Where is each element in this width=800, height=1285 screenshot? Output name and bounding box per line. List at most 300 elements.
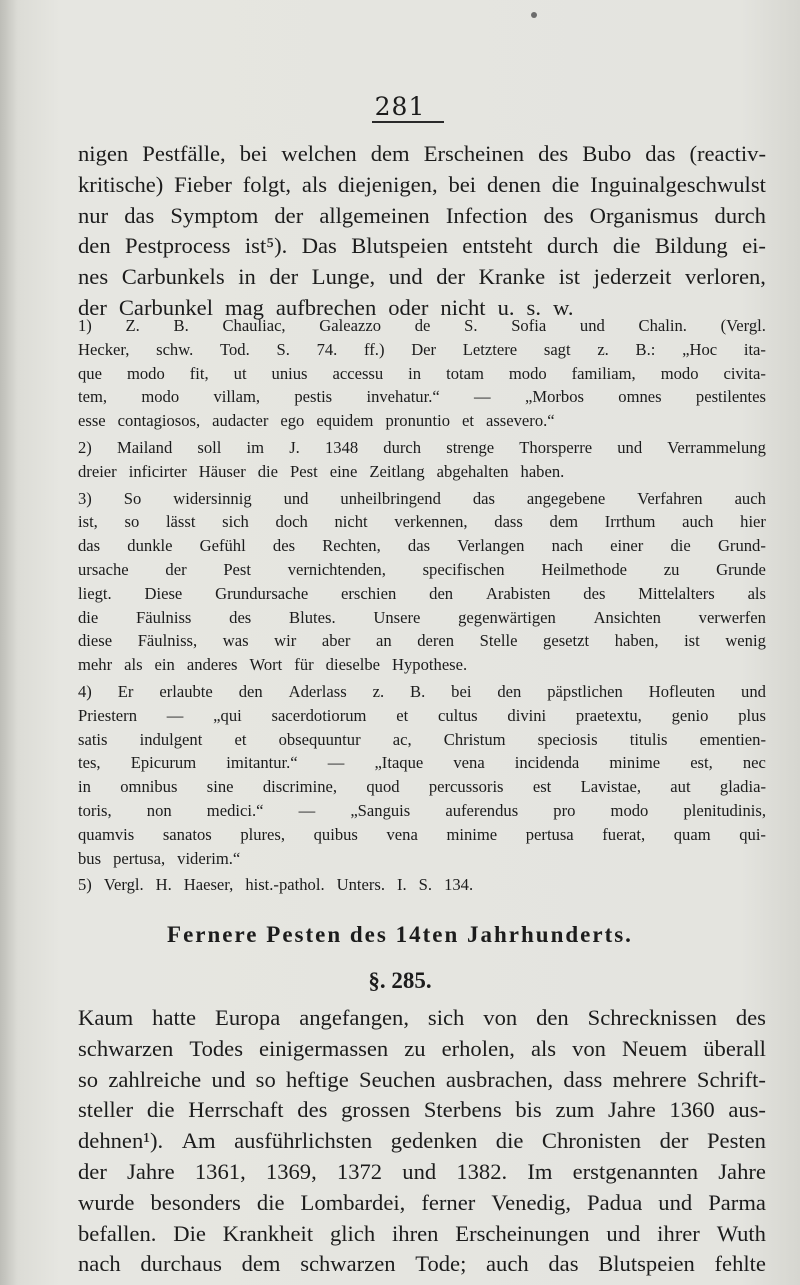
word: deren (417, 631, 455, 651)
word: pestis (294, 387, 333, 407)
word: überall (703, 1035, 766, 1061)
word: Christum (443, 729, 506, 749)
word: Sterbens (423, 1097, 502, 1123)
text-line (78, 460, 766, 484)
word: Fieber (174, 171, 232, 197)
word: Herrschaft (188, 1097, 284, 1123)
word: als (124, 655, 143, 675)
word: besonders (150, 1189, 241, 1215)
word: sagt (543, 339, 571, 359)
word: tem, (78, 387, 108, 407)
word: Seuchen (359, 1066, 436, 1092)
word: dass (563, 1066, 603, 1092)
word: dem (370, 141, 410, 166)
word: ist (684, 631, 700, 651)
word: verkennen, (394, 512, 468, 532)
word: Hypothese. (392, 655, 468, 675)
word: der (78, 294, 107, 320)
word: Galeazzo (319, 316, 382, 335)
footnotes (78, 314, 766, 897)
text-line (78, 1065, 766, 1096)
word: erschien (341, 583, 397, 603)
word: soll (197, 437, 222, 457)
word: gladia- (719, 777, 766, 797)
word: widersinnig (173, 488, 252, 508)
word: von (572, 1035, 606, 1061)
word: Carbunkel (118, 294, 213, 320)
text-line (78, 170, 766, 201)
word: liegt. (78, 583, 112, 603)
word: des (297, 1097, 328, 1123)
word: was (222, 631, 249, 651)
word: Sofia (511, 316, 547, 335)
word: s. (526, 294, 541, 320)
text-line (78, 201, 766, 232)
word: aut (670, 777, 691, 797)
word: S. (464, 316, 478, 335)
word: auferendus (445, 800, 519, 820)
word: Wort (249, 655, 283, 675)
word: praetextu, (575, 705, 642, 725)
word: „Sanguis (350, 800, 411, 820)
word: Gefühl (199, 536, 246, 556)
word: vena (453, 753, 485, 773)
word: nes (78, 264, 109, 290)
word: (Vergl. (720, 316, 766, 335)
word: modo (610, 800, 649, 820)
text-line (78, 436, 766, 460)
word: 134. (444, 875, 474, 895)
word: die (146, 1097, 175, 1123)
text-line (78, 582, 766, 606)
word: bei (239, 141, 268, 166)
word: Verrammelung (667, 437, 766, 457)
word: die (495, 1128, 524, 1154)
word: omnibus (120, 777, 178, 797)
word: das (645, 141, 676, 166)
word: modo (141, 387, 180, 407)
text-line (78, 409, 766, 433)
word: Fäulniss (136, 607, 192, 627)
word: discrimine, (262, 777, 338, 797)
word: pro (553, 800, 576, 820)
word: bei (448, 171, 477, 197)
word: Im (527, 1158, 553, 1184)
word: bis (515, 1097, 542, 1123)
text-line (78, 606, 766, 630)
word: steller (78, 1097, 134, 1123)
word: Pestfälle, (142, 141, 226, 166)
word: dreier (78, 461, 117, 481)
word: Lavistae, (580, 777, 641, 797)
word: 5) (78, 875, 92, 895)
word: „Itaque (374, 753, 424, 773)
text-line (78, 385, 766, 409)
word: Grund- (717, 536, 766, 556)
word: Die (173, 1220, 206, 1246)
word: doch (275, 512, 308, 532)
word: die (256, 1189, 285, 1215)
word: Jahre (608, 1097, 656, 1123)
word: Rechten, (322, 536, 381, 556)
word: Pestprocess (125, 233, 231, 259)
word: Priestern (78, 705, 137, 725)
word: diejenigen, (337, 171, 438, 197)
word: nicht (440, 294, 486, 320)
word: que (78, 363, 102, 383)
word: die (78, 607, 99, 627)
word: jederzeit (593, 264, 672, 290)
word: B. (410, 681, 426, 701)
word: ego (280, 411, 305, 431)
word: Parma (708, 1189, 766, 1215)
word: minime (446, 824, 498, 844)
word: Chronisten (541, 1128, 642, 1154)
word: 4) (78, 681, 92, 701)
word: quod (366, 777, 400, 797)
word: Infection (445, 202, 528, 228)
word: Organismus (589, 202, 699, 228)
word: Lunge, (311, 264, 376, 290)
word: Inguinalgeschwulst (590, 171, 766, 197)
word: Irrthum (604, 512, 656, 532)
word: Stelle (479, 631, 518, 651)
word: Chauliac, (222, 316, 286, 335)
word: hatte (152, 1005, 197, 1030)
paragraph-top (78, 139, 766, 324)
word: hist.-pathol. (245, 875, 325, 895)
word: z. (372, 681, 385, 701)
text-line (78, 231, 766, 262)
word: nach (78, 1251, 121, 1277)
word: diese (78, 631, 113, 651)
word: z. (597, 339, 609, 359)
word: wurde (78, 1189, 135, 1215)
word: dieselbe (325, 655, 381, 675)
word: Z. (125, 316, 140, 335)
word: Tod. (220, 339, 250, 359)
text-line (78, 510, 766, 534)
word: Venedig, (491, 1189, 571, 1215)
word: zahlreiche (108, 1066, 202, 1092)
word: und (741, 681, 766, 701)
word: — (474, 387, 491, 407)
word: pertusa, (113, 848, 166, 868)
word: „Hoc (682, 339, 718, 359)
word: quamvis (78, 824, 135, 844)
word: anderes (186, 655, 238, 675)
header-rule (372, 121, 444, 123)
word: unius (271, 363, 308, 383)
word: das (548, 1251, 579, 1277)
word: et (234, 729, 247, 749)
word: in (238, 264, 256, 290)
word: ut (233, 363, 247, 383)
word: gesetzt (543, 631, 590, 651)
word: den (497, 681, 522, 701)
word: erstgenannten (572, 1158, 699, 1184)
word: B. (173, 316, 189, 335)
word: w. (553, 294, 574, 320)
word: tes, (78, 753, 101, 773)
word: Ansichten (593, 607, 661, 627)
word: fit, (189, 363, 209, 383)
word: plus (738, 705, 766, 725)
word: haben, (614, 631, 659, 651)
word: Grunde (716, 559, 766, 579)
word: Blutspeien (598, 1251, 695, 1277)
word: erlaubte (159, 681, 213, 701)
word: toris, (78, 800, 112, 820)
word: Pest (223, 559, 251, 579)
word: Erscheinungen (455, 1220, 590, 1246)
section-number: §. 285. (368, 968, 432, 993)
ink-spot (531, 12, 537, 18)
text-line (78, 262, 766, 293)
text-line (78, 534, 766, 558)
word: Häuser (198, 461, 246, 481)
word: — (298, 800, 316, 820)
word: dem (549, 512, 579, 532)
word: den (536, 1005, 569, 1030)
word: familiam, (571, 363, 636, 383)
word: schwarzen (78, 1035, 174, 1061)
word: der (659, 1128, 689, 1154)
word: die (612, 233, 641, 259)
word: auch (682, 512, 714, 532)
word: H. (155, 875, 172, 895)
word: in (78, 777, 91, 797)
word: omnes (618, 387, 662, 407)
word: hier (740, 512, 766, 532)
word: viderim.“ (177, 848, 241, 868)
word: (reactiv- (689, 141, 766, 166)
word: 1372 (336, 1158, 383, 1184)
word: accessu (332, 363, 384, 383)
word: 3) (78, 488, 92, 508)
word: Neuem (621, 1035, 688, 1061)
word: u. (497, 294, 515, 320)
text-line (78, 1034, 766, 1065)
word: angegebene (526, 488, 606, 508)
word: denen (486, 171, 541, 197)
text-line (78, 314, 766, 338)
word: und (283, 488, 309, 508)
word: 1360 (669, 1097, 715, 1123)
word: Jahre (718, 1158, 766, 1184)
word: Verlangen (457, 536, 525, 556)
word: Er (117, 681, 134, 701)
word: Unsere (373, 607, 421, 627)
word: verloren, (685, 264, 766, 290)
word: Wuth (716, 1220, 766, 1246)
text-line (78, 1188, 766, 1219)
word: befallen. (78, 1220, 157, 1246)
word: Hecker, (78, 339, 130, 359)
word: oder (388, 294, 429, 320)
word: schwarzen (300, 1251, 396, 1277)
word: angefangen, (299, 1005, 409, 1030)
word: mehrere (612, 1066, 687, 1092)
word: specifischen (422, 559, 505, 579)
text-line (78, 799, 766, 823)
word: incidenda (514, 753, 580, 773)
word: audacter (212, 411, 269, 431)
word: die (670, 536, 691, 556)
word: das (124, 202, 155, 228)
word: ferner (421, 1189, 476, 1215)
word: als (301, 171, 328, 197)
word: gedenken (390, 1128, 478, 1154)
word: plures, (240, 824, 286, 844)
word: nigen (78, 141, 129, 166)
word: S. (276, 339, 290, 359)
word: dunkle (127, 536, 173, 556)
word: päpstlichen (547, 681, 623, 701)
word: sanatos (162, 824, 212, 844)
word: Europa (215, 1005, 281, 1030)
word: modo (508, 363, 547, 383)
word: minime (609, 753, 661, 773)
text-line (78, 680, 766, 704)
word: equidem (316, 411, 374, 431)
word: Carbunkels (121, 264, 225, 290)
word: die (257, 461, 279, 481)
word: modo (126, 363, 165, 383)
word: ein (154, 655, 175, 675)
word: den (238, 681, 263, 701)
word: Der (411, 339, 437, 359)
word: Heilmethode (541, 559, 628, 579)
word: Krankheit (222, 1220, 314, 1246)
word: Pesten (706, 1128, 766, 1154)
word: quibus (313, 824, 358, 844)
word: Kaum (78, 1005, 134, 1030)
text-line (78, 704, 766, 728)
word: so (78, 1066, 99, 1092)
word: der (269, 264, 299, 290)
word: ei- (742, 233, 766, 259)
word: divini (507, 705, 547, 725)
word: pronuntio (385, 411, 450, 431)
word: des (538, 141, 569, 166)
word: quam (673, 824, 711, 844)
word: ursache (78, 559, 129, 579)
word: medici.“ (206, 800, 264, 820)
word: zum (555, 1097, 595, 1123)
word: allgemeinen (319, 202, 430, 228)
word: 1361, (194, 1158, 246, 1184)
word: Fäulniss, (137, 631, 198, 651)
word: et (462, 411, 474, 431)
text-line (78, 362, 766, 386)
word: als (530, 1035, 557, 1061)
word: vena (386, 824, 418, 844)
word: „Morbos (524, 387, 584, 407)
word: ementien- (699, 729, 766, 749)
word: des (543, 202, 574, 228)
text-line (78, 653, 766, 677)
word: Tode; (415, 1251, 467, 1277)
word: heftige (286, 1066, 349, 1092)
word: der (78, 1158, 107, 1184)
word: als (747, 583, 766, 603)
word: für (294, 655, 314, 675)
text-line (78, 1126, 766, 1157)
word: inficirter (128, 461, 187, 481)
word: durch (546, 233, 599, 259)
word: nec (742, 753, 766, 773)
word: abgehalten (436, 461, 509, 481)
text-line (78, 1095, 766, 1126)
word: Symptom (170, 202, 259, 228)
word: Bubo (582, 141, 632, 166)
word: erholen, (441, 1035, 515, 1061)
word: Mittelalters (638, 583, 715, 603)
word: Padua (587, 1189, 643, 1215)
word: J. (289, 437, 300, 457)
word: des (229, 607, 252, 627)
word: Diese (144, 583, 183, 603)
word: schw. (156, 339, 194, 359)
word: auch (734, 488, 766, 508)
word: durchaus (140, 1251, 222, 1277)
word: speciosis (537, 729, 598, 749)
word: so (124, 512, 140, 532)
word: 1348 (324, 437, 359, 457)
word: einigermassen (258, 1035, 389, 1061)
text-line (78, 487, 766, 511)
text-line (78, 558, 766, 582)
word: wir (274, 631, 297, 651)
word: qui- (739, 824, 766, 844)
word: B.: (635, 339, 656, 359)
word: bus (78, 848, 102, 868)
text-line (78, 823, 766, 847)
text-line (78, 873, 766, 897)
word: modo (660, 363, 699, 383)
word: einer (610, 536, 644, 556)
word: ff.) (364, 339, 385, 359)
word: Letztere (462, 339, 518, 359)
word: nicht (334, 512, 368, 532)
page-number: 281 (374, 92, 426, 121)
word: 1369, (265, 1158, 317, 1184)
word: im (246, 437, 265, 457)
word: fehlte (714, 1251, 766, 1277)
word: an (375, 631, 392, 651)
word: imitantur.“ (226, 753, 298, 773)
word: et (396, 705, 409, 725)
word: — (327, 753, 345, 773)
word: Todes (189, 1035, 243, 1061)
word: eine (329, 461, 358, 481)
word: 1382. (456, 1158, 508, 1184)
text-line (78, 1219, 766, 1250)
word: ihrer (657, 1220, 700, 1246)
word: auch (486, 1251, 529, 1277)
word: bei (451, 681, 472, 701)
word: invehatur.“ (366, 387, 440, 407)
text-line (78, 139, 766, 170)
word: „qui (213, 705, 242, 725)
word: civita- (723, 363, 766, 383)
word: Aderlass (288, 681, 347, 701)
word: Pest (290, 461, 318, 481)
word: pestilentes (695, 387, 766, 407)
word: 74. (316, 339, 338, 359)
word: vernichtenden, (287, 559, 386, 579)
